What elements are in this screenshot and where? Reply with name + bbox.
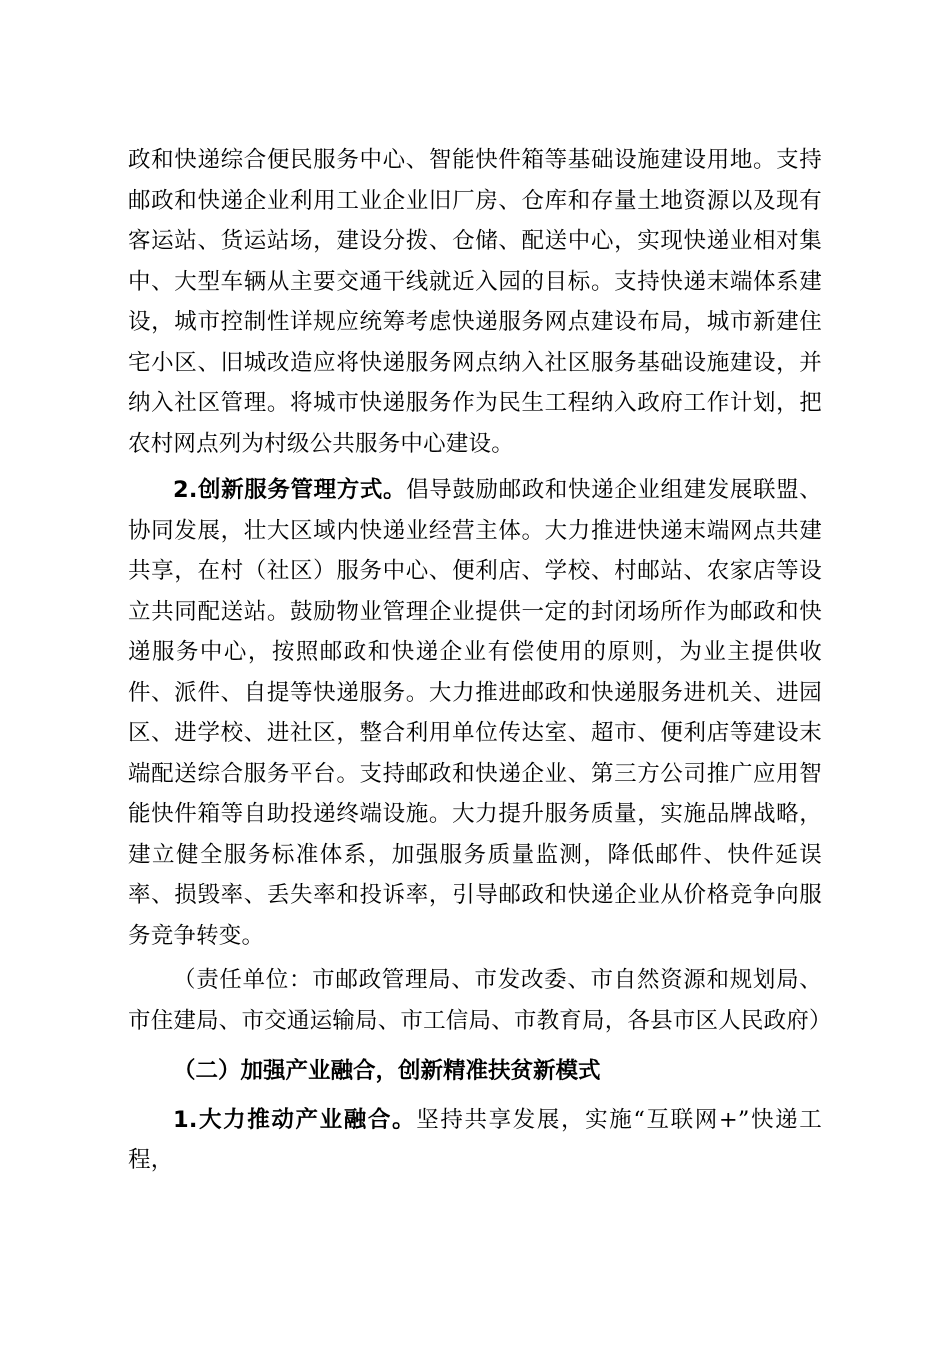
paragraph-text: 政和快递综合便民服务中心、智能快件箱等基础设施建设用地。支持邮政和快递企业利用工业企业旧厂房、仓库和存量土地资源以及现有客运站、货运站场，建设分拨、仓储、配送中心，实现快递业相对集中、大型车辆从主要交通干线就近入园的目标。支持快递末端体系建设，城市控制性详规应统筹考虑快递服务网点建设布局，城市新建住宅小区、旧城改造应将快递服务网点纳入社区服务基础设施建设，并纳入社区管理。将城市快递服务作为民生工程纳入政府工作计划，把农村网点列为村级公共服务中心建设。 [128,147,822,457]
paragraph-service-management [128,470,822,956]
paragraph-industry-fusion [128,1100,822,1181]
document-page [128,140,832,1181]
paragraph-text: 倡导鼓励邮政和快递企业组建发展联盟、协同发展，壮大区域内快递业经营主体。大力推进快递末端网点共建共享，在村（社区）服务中心、便利店、学校、村邮站、农家店等设立共同配送站。鼓励物业管理企业提供一定的封闭场所作为邮政和快递服务中心，按照邮政和快递企业有偿使用的原则，为业主提供收件、派件、自提等快递服务。大力推进邮政和快递服务进机关、进园区、进学校、进社区，整合利用单位传达室、超市、便利店等建设末端配送综合服务平台。支持邮政和快递企业、第三方公司推广应用智能快件箱等自助投递终端设施。大力提升服务质量，实施品牌战略，建立健全服务标准体系，加强服务质量监测，降低邮件、快件延误率、损毁率、丢失率和投诉率，引导邮政和快递企业从价格竞争向服务竞争转变。 [128,477,823,949]
heading-text: （二）加强产业融合，创新精准扶贫新模式 [173,1058,601,1084]
section-heading [128,1051,822,1092]
paragraph-land-use [128,140,822,464]
paragraph-lead: 2.创新服务管理方式。 [173,477,407,503]
paragraph-responsible-units [128,960,832,1041]
paragraph-text: （责任单位：市邮政管理局、市发改委、市自然资源和规划局、市住建局、市交通运输局、市工信局、市教育局，各县市区人民政府） [128,967,832,1034]
paragraph-text: 坚持共享发展，实施“互联网+”快递工程， [128,1106,822,1173]
paragraph-lead: 1.大力推动产业融合。 [173,1106,417,1133]
